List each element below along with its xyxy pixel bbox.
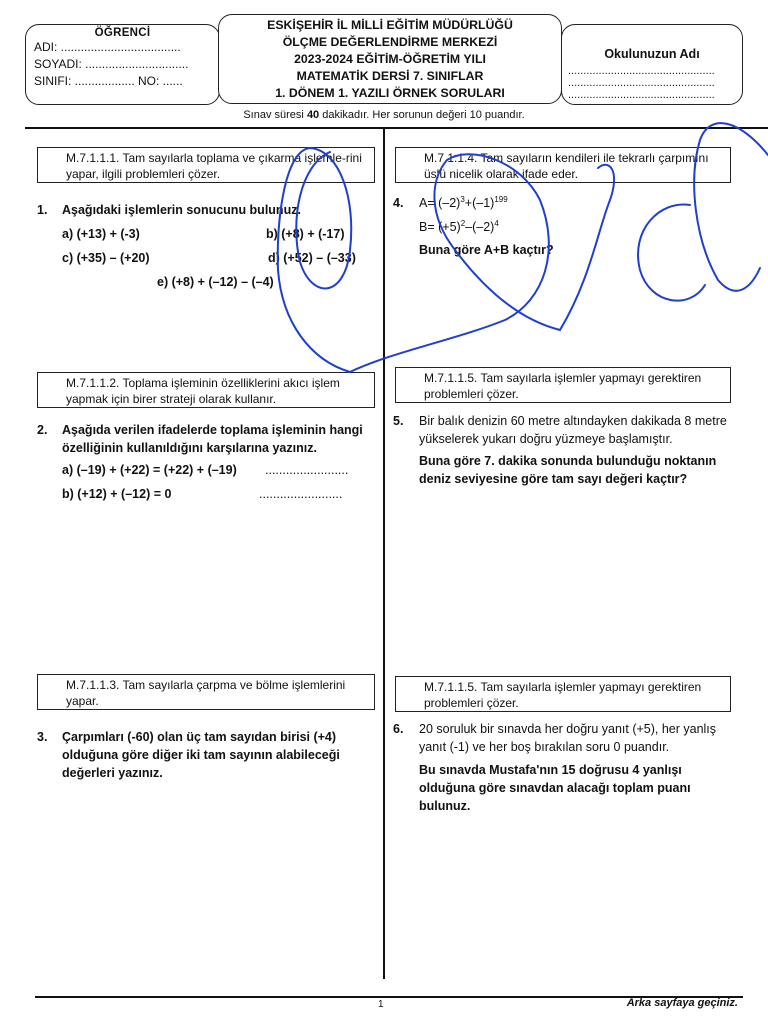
question-5-text: Bir balık denizin 60 metre altındayken dakikada 8 metre yükselerek yukarı doğru yüzmeye başlamıştır. <box>419 414 727 446</box>
question-1-text: Aşağıdaki işlemlerin sonucunu bulunuz. <box>62 203 301 217</box>
pen-stroke-right-hook <box>560 165 614 330</box>
question-1-item-a: a) (+13) + (-3) <box>62 227 140 241</box>
question-2-answer-b[interactable]: ........................ <box>259 487 343 501</box>
exam-info <box>0 109 768 121</box>
outcome-box-3 <box>37 674 375 710</box>
question-4-ask: Buna göre A+B kaçtır? <box>419 243 554 257</box>
school-title: Okulunuzun Adı <box>604 47 700 61</box>
question-4-expression-a <box>419 196 508 210</box>
question-2-item-a: a) (–19) + (+22) = (+22) + (–19) <box>62 463 237 477</box>
outcome-box-1 <box>37 147 375 183</box>
pen-stroke-main-curve <box>350 154 560 372</box>
exam-info-post: dakikadır. Her sorunun değeri 10 puandır. <box>319 109 525 121</box>
exam-header-box <box>218 14 562 104</box>
school-name-line-2[interactable]: ................................................ <box>568 77 715 89</box>
student-info-box <box>25 24 220 105</box>
question-4-b-mid: –(–2) <box>465 220 495 234</box>
question-2-item-b: b) (+12) + (–12) = 0 <box>62 487 172 501</box>
question-5-number: 5. <box>393 414 404 428</box>
question-4-b-base: B= (+5) <box>419 220 461 234</box>
header-line-3: 2023-2024 EĞİTİM-ÖĞRETİM YILI <box>294 52 486 66</box>
outcome-text-4: M.7.1.1.4. Tam sayıların kendileri ile tekrarlı çarpımını üslü nicelik olarak ifade eder. <box>424 151 709 181</box>
question-4-a-base: A= (–2) <box>419 196 461 210</box>
question-6-text: 20 soruluk bir sınavda her doğru yanıt (+5), her yanlış yanıt (-1) ve her boş bırakılan soru 0 puandır. <box>419 722 717 754</box>
question-4-expression-b <box>419 220 499 234</box>
header-line-4: MATEMATİK DERSİ 7. SINIFLAR <box>296 69 484 83</box>
exam-info-pre: Sınav süresi <box>243 109 307 121</box>
header-divider <box>25 127 768 129</box>
school-name-line-3[interactable]: ................................................ <box>568 89 715 101</box>
pen-stroke-right-swirl <box>638 204 705 300</box>
question-4-a-mid: +(–1) <box>464 196 495 210</box>
question-3-text: Çarpımları (-60) olan üç tam sayıdan birisi (+4) olduğuna göre diğer iki tam sayının alabileceği değerleri yazınız. <box>62 730 340 780</box>
question-1-item-d: d) (+52) – (–33) <box>268 251 356 265</box>
outcome-box-2 <box>37 372 375 408</box>
question-1-number: 1. <box>37 203 48 217</box>
student-class-no-field[interactable]: SINIFI: .................. NO: ...... <box>34 74 183 88</box>
question-4-a-exponent-1: 3 <box>460 195 465 204</box>
outcome-text-3: M.7.1.1.3. Tam sayılarla çarpma ve bölme işlemlerini yapar. <box>66 678 346 708</box>
question-4-a-exponent-2: 199 <box>494 195 508 204</box>
page-number: 1 <box>378 999 384 1010</box>
school-name-line-1[interactable]: ................................................ <box>568 65 715 77</box>
outcome-text-6: M.7.1.1.5. Tam sayılarla işlemler yapmayı gerektiren problemleri çözer. <box>424 680 702 710</box>
student-surname-field[interactable]: SOYADI: ............................... <box>34 57 189 71</box>
outcome-box-4 <box>395 147 731 183</box>
question-1-item-b: b) (+8) + (-17) <box>266 227 345 241</box>
header-line-2: ÖLÇME DEĞERLENDİRME MERKEZİ <box>282 35 498 49</box>
turn-page-note: Arka sayfaya geçiniz. <box>626 997 738 1009</box>
header-line-5: 1. DÖNEM 1. YAZILI ÖRNEK SORULARI <box>275 86 505 100</box>
header-line-1: ESKİŞEHİR İL MİLLİ EĞİTİM MÜDÜRLÜĞÜ <box>267 18 513 32</box>
question-2-text: Aşağıda verilen ifadelerde toplama işleminin hangi özelliğinin kullanıldığını karşılarına yazınız. <box>62 423 363 455</box>
question-4-b-exponent-2: 4 <box>494 219 499 228</box>
question-6-ask: Bu sınavda Mustafa'nın 15 doğrusu 4 yanlışı olduğuna göre sınavdan alacağı toplam puanı bulunuz. <box>419 763 691 813</box>
outcome-text-1: M.7.1.1.1. Tam sayılarla toplama ve çıkarma işlemle-rini yapar, ilgili problemleri çözer. <box>66 151 362 181</box>
column-divider <box>383 129 385 979</box>
question-1-item-c: c) (+35) – (+20) <box>62 251 150 265</box>
student-name-field[interactable]: ADI: .................................... <box>34 40 181 54</box>
outcome-text-2: M.7.1.1.2. Toplama işleminin özelliklerini akıcı işlem yapmak için birer strateji olarak kullanır. <box>66 376 340 406</box>
question-3-number: 3. <box>37 730 48 744</box>
school-name-box <box>561 24 743 105</box>
question-4-number: 4. <box>393 196 404 210</box>
exam-info-minutes: 40 <box>306 109 320 121</box>
question-2-answer-a[interactable]: ........................ <box>265 463 349 477</box>
question-6-number: 6. <box>393 722 404 736</box>
outcome-box-5 <box>395 367 731 403</box>
question-5-ask: Buna göre 7. dakika sonunda bulunduğu noktanın deniz seviyesine göre tam sayı değeri kaçtır? <box>419 454 717 486</box>
question-1-item-e: e) (+8) + (–12) – (–4) <box>157 275 274 289</box>
outcome-box-6 <box>395 676 731 712</box>
question-4-b-exponent-1: 2 <box>460 219 466 228</box>
outcome-text-5: M.7.1.1.5. Tam sayılarla işlemler yapmayı gerektiren problemleri çözer. <box>424 371 702 401</box>
student-title: ÖĞRENCİ <box>94 27 151 39</box>
question-2-number: 2. <box>37 423 48 437</box>
